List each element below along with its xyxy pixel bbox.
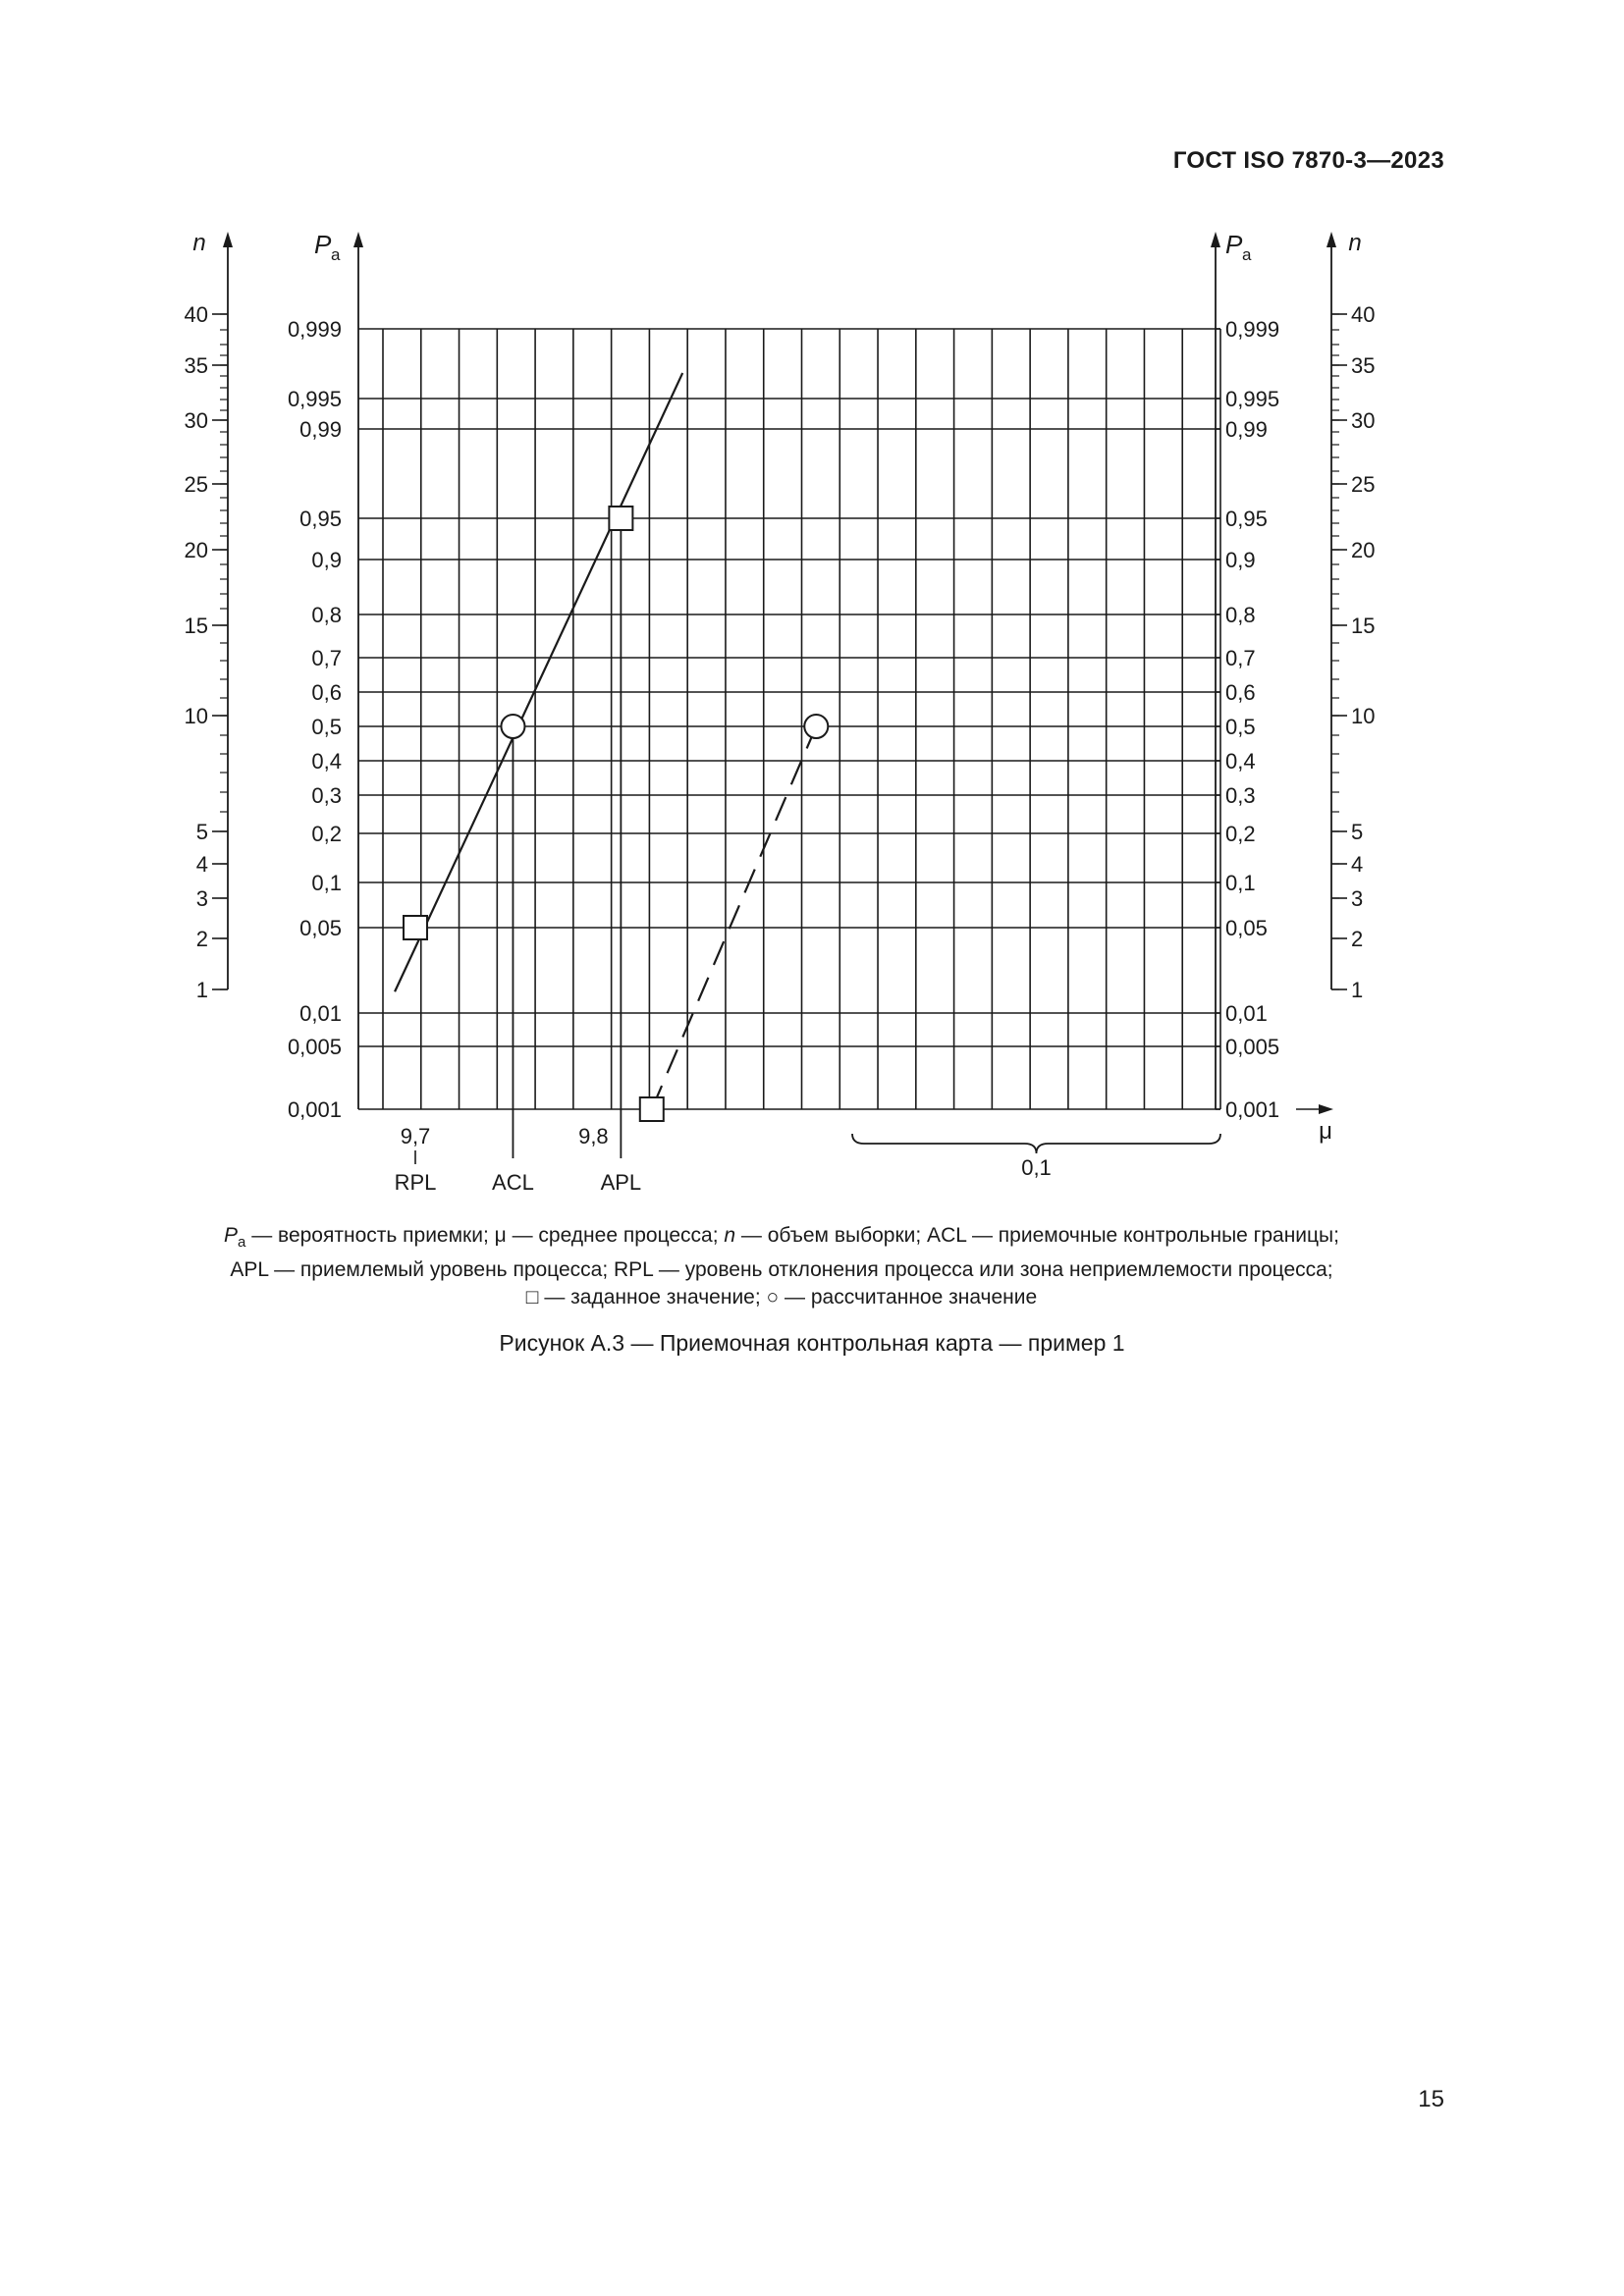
legend-line-2: APL — приемлемый уровень процесса; RPL — уровень отклонения процесса или зона неприемлемости процесса; [230, 1258, 1333, 1281]
right-n-tick-label: 1 [1351, 978, 1364, 1002]
right-n-tick-label: 2 [1351, 927, 1364, 951]
left-n-tick-label: 1 [195, 978, 208, 1002]
left-n-tick-label: 5 [195, 820, 208, 844]
marker-label-rpl: RPL [394, 1170, 437, 1195]
mu-axis-title: μ [1319, 1118, 1332, 1145]
span-label: 0,1 [1021, 1155, 1052, 1180]
left-n-tick-label: 2 [195, 927, 208, 951]
left-n-tick-label: 10 [184, 704, 208, 728]
circle-marker-acl [501, 715, 524, 738]
left-pa-tick-label: 0,6 [311, 680, 342, 705]
right-pa-tick-label: 0,95 [1225, 507, 1268, 531]
left-pa-tick-label: 0,01 [299, 1001, 342, 1026]
left-pa-tick-label: 0,5 [311, 715, 342, 739]
oc-solid-line [395, 373, 682, 991]
left-pa-tick-label: 0,2 [311, 822, 342, 846]
left-pa-tick-label: 0,001 [287, 1097, 342, 1122]
right-pa-tick-label: 0,2 [1225, 822, 1256, 846]
right-pa-tick-label: 0,001 [1225, 1097, 1280, 1122]
legend-n-symbol: n [724, 1224, 736, 1247]
right-pa-tick-label: 0,99 [1225, 417, 1268, 442]
chart-labels [185, 230, 1376, 1195]
left-n-tick-label: 35 [184, 353, 208, 378]
left-pa-axis-title: P [314, 230, 332, 259]
right-pa-tick-label: 0,5 [1225, 715, 1256, 739]
right-pa-tick-label: 0,05 [1225, 916, 1268, 940]
left-n-tick-label: 40 [184, 302, 208, 327]
chart-marks [395, 373, 1220, 1158]
page-number: 15 [1418, 2086, 1444, 2112]
left-pa-tick-label: 0,7 [311, 646, 342, 670]
right-pa-axis-title: P [1225, 230, 1243, 259]
x-tick-label: 9,8 [578, 1124, 609, 1148]
left-pa-tick-label: 0,8 [311, 603, 342, 627]
mu-arrow-icon [1319, 1104, 1333, 1114]
legend-pa-subscript: a [238, 1234, 246, 1251]
sample-size-dashed-line [652, 726, 817, 1109]
right-n-tick-label: 20 [1351, 538, 1376, 562]
right-pa-tick-label: 0,995 [1225, 387, 1280, 411]
left-pa-tick-label: 0,995 [287, 387, 342, 411]
marker-label-apl: APL [600, 1170, 642, 1195]
left-pa-tick-label: 0,999 [287, 317, 342, 342]
left-n-arrow-icon [223, 232, 233, 247]
left-pa-tick-label: 0,4 [311, 749, 342, 774]
right-n-tick-label: 3 [1351, 886, 1364, 911]
legend-line-1-part-b: — объем выборки; ACL — приемочные контрольные границы; [735, 1224, 1339, 1247]
right-pa-tick-label: 0,4 [1225, 749, 1256, 774]
right-n-arrow-icon [1326, 232, 1336, 247]
right-pa-tick-label: 0,9 [1225, 548, 1256, 572]
circle-marker-dashed-end [804, 715, 828, 738]
right-pa-tick-label: 0,8 [1225, 603, 1256, 627]
left-pa-axis-subscript: a [331, 245, 341, 264]
span-brace [852, 1134, 1220, 1153]
right-n-tick-label: 4 [1351, 852, 1364, 877]
left-pa-tick-label: 0,05 [299, 916, 342, 940]
left-n-tick-label: 3 [195, 886, 208, 911]
legend-line-1 [147, 1222, 1416, 1256]
right-pa-tick-label: 0,005 [1225, 1035, 1280, 1059]
left-n-tick-label: 30 [184, 408, 208, 433]
legend-line-1-part-a: — вероятность приемки; μ — среднее процесса; [245, 1224, 725, 1247]
left-n-tick-label: 15 [184, 614, 208, 638]
right-n-tick-label: 40 [1351, 302, 1376, 327]
left-pa-tick-label: 0,9 [311, 548, 342, 572]
left-n-tick-label: 25 [184, 472, 208, 497]
square-marker-rpl [404, 916, 427, 939]
figure-legend [147, 1222, 1416, 1311]
left-pa-tick-label: 0,3 [311, 783, 342, 808]
left-pa-tick-label: 0,005 [287, 1035, 342, 1059]
right-pa-tick-label: 0,6 [1225, 680, 1256, 705]
legend-pa-symbol: P [224, 1224, 239, 1247]
left-pa-tick-label: 0,99 [299, 417, 342, 442]
right-n-tick-label: 35 [1351, 353, 1376, 378]
right-pa-tick-label: 0,01 [1225, 1001, 1268, 1026]
right-pa-arrow-icon [1211, 232, 1220, 247]
left-n-axis-title: n [192, 230, 206, 256]
right-pa-tick-label: 0,3 [1225, 783, 1256, 808]
right-pa-tick-label: 0,7 [1225, 646, 1256, 670]
legend-line-3: □ — заданное значение; ○ — рассчитанное значение [525, 1286, 1038, 1308]
right-n-tick-label: 10 [1351, 704, 1376, 728]
square-marker-dashed-start [640, 1097, 664, 1121]
document-header: ГОСТ ISO 7870-3—2023 [1172, 147, 1444, 174]
right-pa-tick-label: 0,999 [1225, 317, 1280, 342]
right-n-tick-label: 30 [1351, 408, 1376, 433]
left-pa-tick-label: 0,1 [311, 871, 342, 895]
right-n-tick-label: 25 [1351, 472, 1376, 497]
left-n-tick-label: 20 [184, 538, 208, 562]
figure-caption: Рисунок А.3 — Приемочная контрольная карта — пример 1 [499, 1330, 1125, 1356]
right-pa-axis-subscript: a [1242, 245, 1252, 264]
square-marker-apl [609, 507, 632, 530]
left-pa-tick-label: 0,95 [299, 507, 342, 531]
marker-label-acl: ACL [492, 1170, 534, 1195]
right-n-tick-label: 5 [1351, 820, 1364, 844]
right-pa-tick-label: 0,1 [1225, 871, 1256, 895]
right-n-axis-title: n [1348, 230, 1362, 256]
right-n-tick-label: 15 [1351, 614, 1376, 638]
left-n-tick-label: 4 [195, 852, 208, 877]
x-tick-label: 9,7 [400, 1124, 431, 1148]
left-pa-arrow-icon [353, 232, 363, 247]
